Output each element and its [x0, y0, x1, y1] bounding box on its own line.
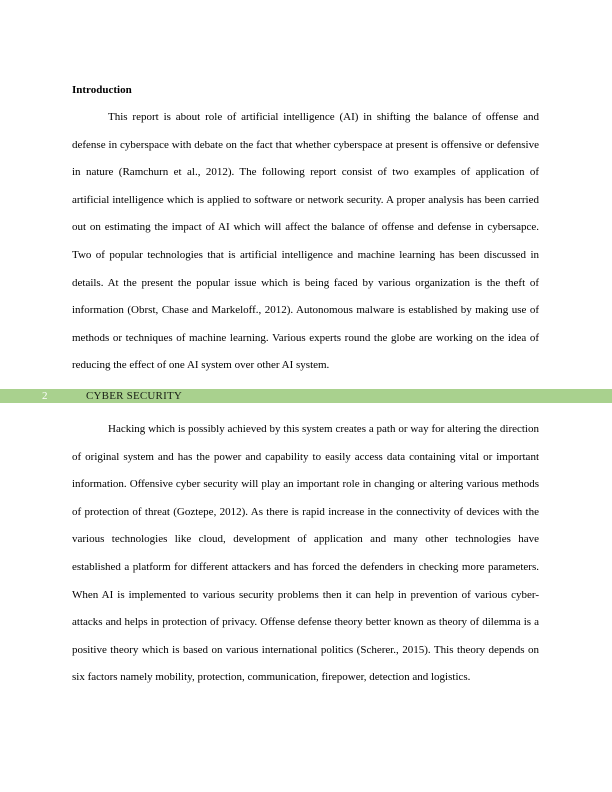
running-head: CYBER SECURITY	[86, 390, 183, 402]
section-heading: Introduction	[72, 84, 132, 96]
body-paragraph-1: This report is about role of artificial intelligence (AI) in shifting the balance of offense and defense in cyberspace with debate on the fact that whether cyberspace at present is offensive or defensive in nature (Ramchurn et al., 2012). The following report consist of two examples of application of artificial intelligence which is applied to software or network security. A proper analysis has been carried out on estimating the impact of AI which will affect the balance of offense and defense in cybersapce. Two of popular technologies that is artificial intelligence and machine learning has been discussed in details. At the present the popular issue which is being faced by various organization is the theft of information (Obrst, Chase and Markeloff., 2012). Autonomous malware is established by making use of methods or techniques of machine learning. Various experts round the globe are working on the idea of reducing the effect of one AI system over other AI system.	[72, 111, 539, 372]
body-paragraph-2: Hacking which is possibly achieved by this system creates a path or way for altering the direction of original system and has the power and capability to easily access data containing vital or important information. Offensive cyber security will play an important role in changing or altering various methods of protection of threat (Goztepe, 2012). As there is rapid increase in the connectivity of devices with the various technologies like cloud, development of application and many other technologies have established a platform for different attackers and has forced the defenders in checking more parameters. When AI is implemented to various security problems then it can help in prevention of various cyber-attacks and helps in protection of privacy. Offense defense theory better known as theory of dilemma is a positive theory which is based on various international politics (Scherer., 2015). This theory depends on six factors namely mobility, protection, communication, firepower, detection and logistics.	[72, 423, 539, 684]
page-number: 2	[42, 390, 48, 402]
